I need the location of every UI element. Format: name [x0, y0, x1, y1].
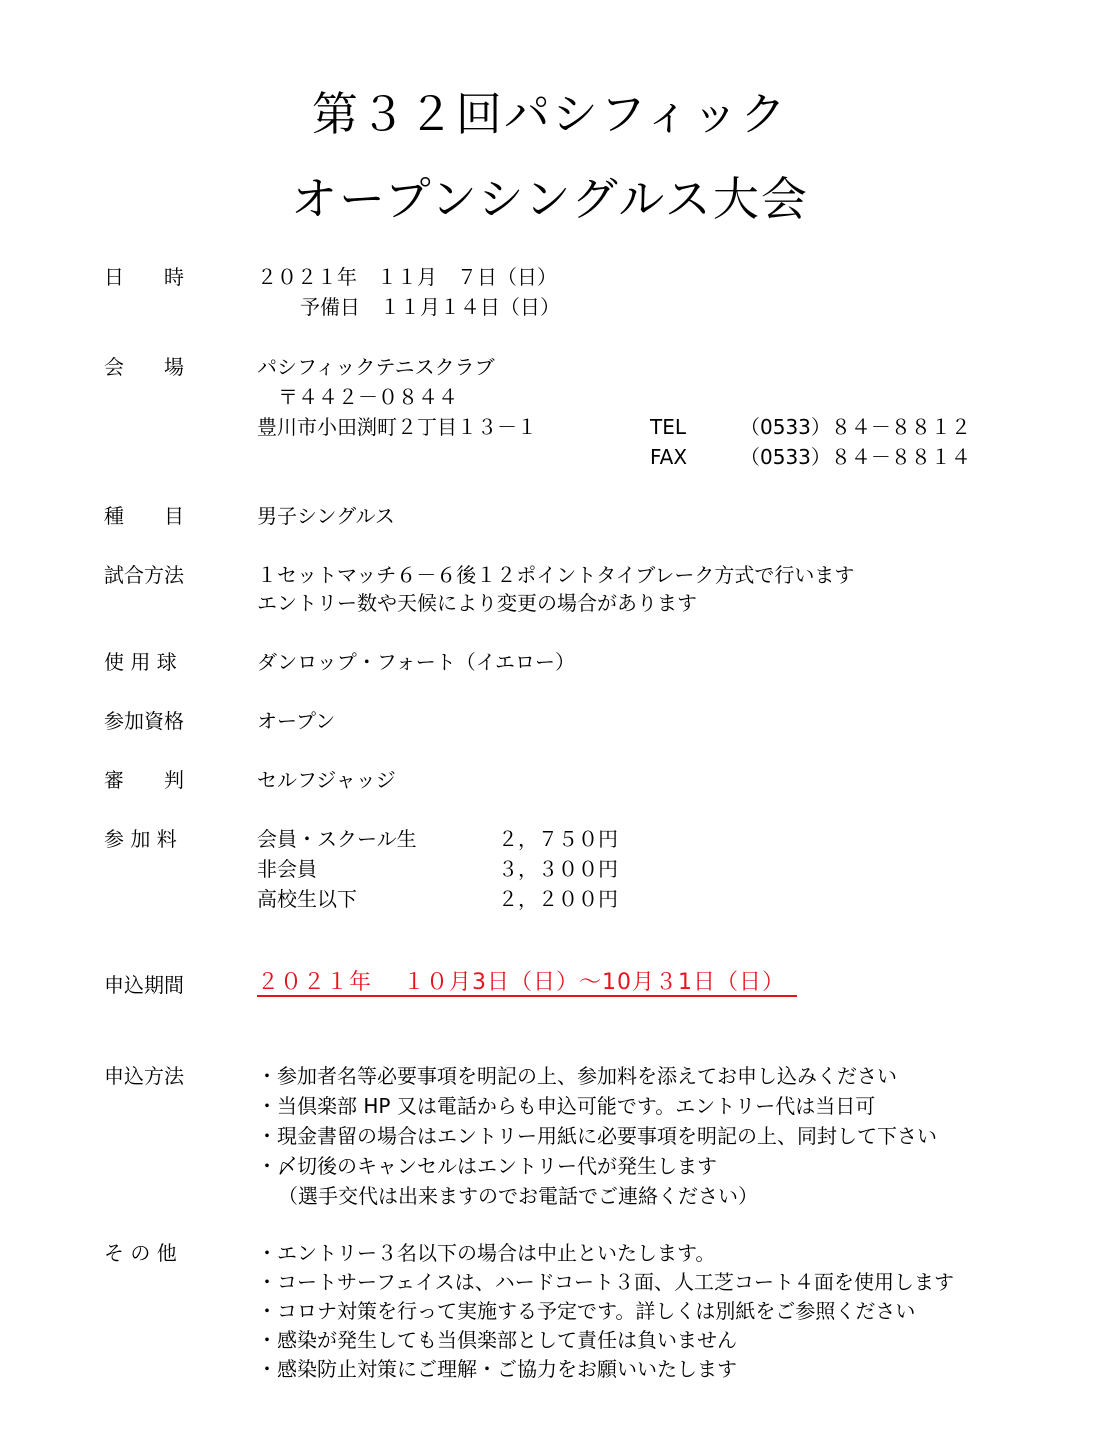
fee-item-price: ３，３００円 — [498, 857, 618, 881]
tel-label: TEL — [650, 415, 686, 439]
eligibility-value: オープン — [257, 709, 336, 733]
period-value: ２０２１年 １０月3日（日）～10月３1日（日） — [257, 970, 785, 995]
method-line: （選手交代は出来ますのでお電話でご連絡ください） — [278, 1184, 758, 1208]
other-line: ・感染が発生しても当倶楽部として責任は負いません — [257, 1328, 737, 1352]
fee-item-name: 高校生以下 — [257, 887, 357, 911]
date-value: ２０２１年 １１月 ７日（日） — [257, 265, 557, 289]
ball-label: 使 用 球 — [104, 650, 177, 674]
event-label: 種 目 — [104, 504, 184, 528]
referee-label: 審 判 — [104, 768, 184, 792]
method-line: ・〆切後のキャンセルはエントリー代が発生します — [257, 1154, 717, 1178]
venue-postal: 〒４４２－０８４４ — [278, 385, 458, 409]
event-value: 男子シングルス — [257, 504, 395, 528]
venue-label: 会 場 — [104, 355, 184, 379]
method-label: 申込方法 — [104, 1064, 184, 1088]
other-line: ・感染防止対策にご理解・ご協力をお願いいたします — [257, 1357, 737, 1381]
fee-item-name: 非会員 — [257, 857, 317, 881]
other-label: そ の 他 — [104, 1241, 177, 1265]
match-format-line-2: エントリー数や天候により変更の場合があります — [257, 591, 697, 615]
ball-value: ダンロップ・フォート（イエロー） — [257, 650, 575, 674]
eligibility-label: 参加資格 — [104, 709, 184, 733]
fax-number: （0533）８４－８８１４ — [740, 445, 971, 469]
title-line-1: 第３２回パシフィック — [311, 87, 789, 141]
match-format-line-1: １セットマッチ６－６後１２ポイントタイブレーク方式で行います — [257, 563, 855, 587]
period-label: 申込期間 — [104, 973, 184, 997]
fee-item-price: ２，２００円 — [498, 887, 618, 911]
date-label: 日 時 — [104, 265, 184, 289]
fee-label: 参 加 料 — [104, 827, 177, 851]
venue-address: 豊川市小田渕町２丁目１３－１ — [257, 415, 537, 439]
venue-name: パシフィックテニスクラブ — [257, 355, 495, 379]
period-underline — [257, 995, 797, 997]
fee-item-name: 会員・スクール生 — [257, 827, 417, 851]
method-line: ・参加者名等必要事項を明記の上、参加料を添えてお申し込みください — [257, 1064, 897, 1088]
referee-value: セルフジャッジ — [257, 768, 396, 792]
fee-item-price: ２，７５０円 — [498, 827, 618, 851]
other-line: ・コロナ対策を行って実施する予定です。詳しくは別紙をご参照ください — [257, 1299, 916, 1323]
match-format-label: 試合方法 — [104, 563, 184, 587]
tel-number: （0533）８４－８８１２ — [740, 415, 971, 439]
title-line-2: オープンシングルス大会 — [291, 172, 809, 226]
method-line: ・当倶楽部 HP 又は電話からも申込可能です。エントリー代は当日可 — [257, 1094, 876, 1118]
method-line: ・現金書留の場合はエントリー用紙に必要事項を明記の上、同封して下さい — [257, 1124, 937, 1148]
other-line: ・コートサーフェイスは、ハードコート３面、人工芝コート４面を使用します — [257, 1270, 954, 1294]
fax-label: FAX — [650, 445, 688, 469]
other-line: ・エントリー３名以下の場合は中止といたします。 — [257, 1241, 716, 1265]
reserve-date: 予備日 １１月１４日（日） — [300, 295, 560, 319]
